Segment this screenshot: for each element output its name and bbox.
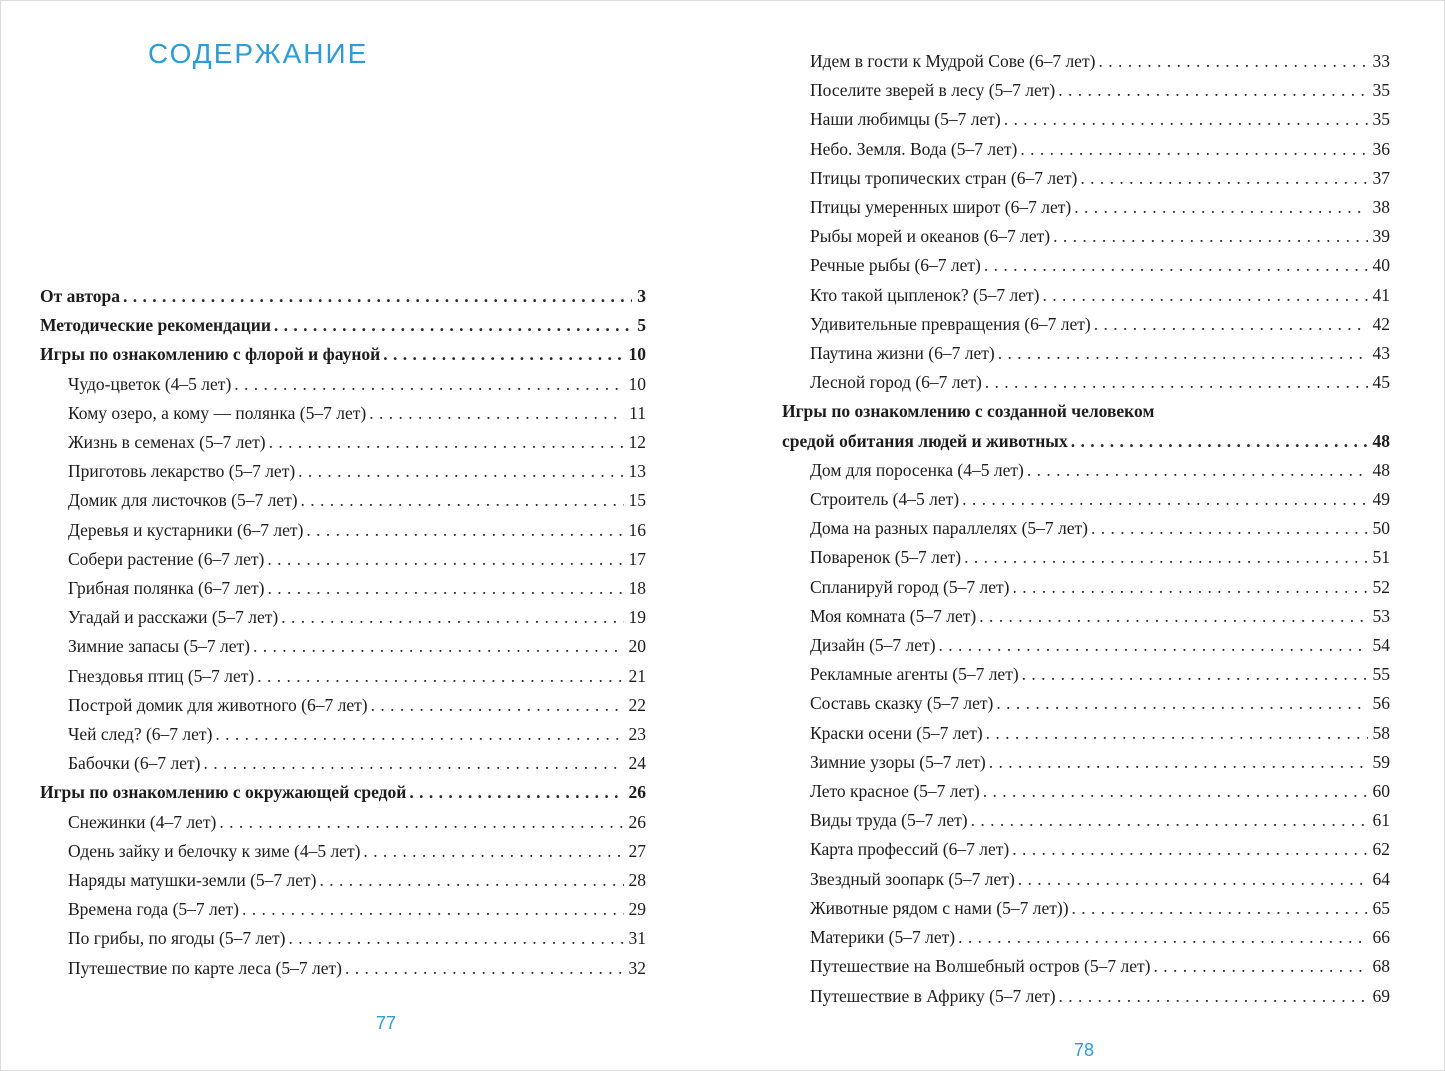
toc-leader-dots [1059,982,1368,1011]
toc-entry-label: Путешествие по карте леса (5–7 лет) [68,957,342,978]
toc-leader-dots [371,691,624,720]
toc-entry [782,456,1390,485]
page-number-left: 77 [376,1013,397,1033]
toc-entry-label: Домик для листочков (5–7 лет) [68,490,298,511]
toc-entry-page: 31 [628,928,646,949]
toc-entry-label: Кто такой цыпленок? (5–7 лет) [810,284,1040,305]
toc-leader-dots [288,924,623,953]
toc-entry-label: Построй домик для животного (6–7 лет) [68,694,368,715]
toc-entry [40,457,646,486]
toc-entry-page: 24 [628,753,646,774]
toc-entry-label: По грибы, по ягоды (5–7 лет) [68,928,286,949]
toc-entry [782,923,1390,952]
toc-leader-dots [989,748,1368,777]
toc-entry-label: Жизнь в семенах (5–7 лет) [68,432,266,453]
toc-title: СОДЕРЖАНИЕ [148,38,369,69]
toc-entry [782,135,1390,164]
toc-entry [782,310,1390,339]
toc-entry [40,662,646,691]
toc-leader-dots [204,749,624,778]
toc-entry-label: Кому озеро, а кому — полянка (5–7 лет) [68,402,367,423]
toc-leader-dots [1074,193,1367,222]
toc-entry-page: 13 [628,461,646,482]
toc-leader-dots [1080,164,1367,193]
toc-leader-dots [1091,514,1367,543]
toc-entry [782,719,1390,748]
toc-leader-dots [363,837,623,866]
toc-entry [782,485,1390,514]
toc-entry-label: Игры по ознакомлению с окружающей средой [40,782,407,803]
toc-entry-page: 50 [1372,518,1390,539]
toc-entry [782,777,1390,806]
toc-entry-label: Снежинки (4–7 лет) [68,811,217,832]
toc-entry-label: Составь сказку (5–7 лет) [810,693,994,714]
toc-entry [40,720,646,749]
toc-entry [782,222,1390,251]
toc-entry-label: Приготовь лекарство (5–7 лет) [68,461,296,482]
toc-entry-page: 26 [628,782,646,803]
toc-entry-label: Небо. Земля. Вода (5–7 лет) [810,138,1018,159]
toc-entry [782,514,1390,543]
toc-entry-label: Рыбы морей и океанов (6–7 лет) [810,226,1051,247]
toc-entry-page: 19 [628,607,646,628]
toc-entry [782,193,1390,222]
toc-entry [782,835,1390,864]
toc-leader-dots [1058,76,1367,105]
toc-leader-dots [345,954,624,983]
toc-entry-label: Речные рыбы (6–7 лет) [810,255,981,276]
toc-entry-page: 59 [1372,751,1390,772]
toc-entry-page: 54 [1372,635,1390,656]
toc-entry [782,368,1390,397]
toc-entry-page: 39 [1372,226,1390,247]
toc-entry-label: Виды труда (5–7 лет) [810,810,968,831]
toc-leader-dots [253,632,624,661]
toc-leader-dots [1004,105,1368,134]
toc-entry [40,808,646,837]
toc-entry-label: Угадай и расскажи (5–7 лет) [68,607,279,628]
toc-leader-dots [269,428,624,457]
toc-entry [782,806,1390,835]
toc-entry-page: 35 [1372,80,1390,101]
toc-entry [40,837,646,866]
toc-entry-label: Рекламные агенты (5–7 лет) [810,664,1019,685]
toc-entry-label: Дом для поросенка (4–5 лет) [810,459,1024,480]
toc-leader-dots [267,545,623,574]
toc-entry-page: 27 [628,840,646,861]
toc-entry [40,428,646,457]
toc-entry [782,251,1390,280]
toc-leader-dots [234,370,623,399]
toc-entry [40,282,646,311]
toc-entry-page: 32 [628,957,646,978]
toc-entry [782,894,1390,923]
toc-entry [40,340,646,369]
toc-leader-dots [1022,660,1368,689]
toc-entry-label: Удивительные превращения (6–7 лет) [810,313,1091,334]
toc-entry-label: Грибная полянка (6–7 лет) [68,578,265,599]
toc-leader-dots [369,399,624,428]
toc-entry-page: 69 [1372,985,1390,1006]
toc-entry-page: 28 [628,870,646,891]
toc-entry [40,311,646,340]
toc-entry [782,631,1390,660]
toc-entry-page: 22 [628,694,646,715]
toc-leader-dots [301,486,624,515]
toc-leader-dots [219,808,623,837]
toc-leader-dots [306,516,623,545]
toc-entry-page: 10 [628,373,646,394]
toc-entry-page: 62 [1372,839,1390,860]
toc-entry [40,486,646,515]
toc-leader-dots [1154,952,1368,981]
toc-leader-dots [298,457,623,486]
toc-leader-dots [958,923,1367,952]
toc-entry-page: 41 [1372,284,1390,305]
toc-entry-page: 48 [1372,459,1390,480]
toc-entry-label: Краски осени (5–7 лет) [810,722,983,743]
toc-entry-label: Путешествие на Волшебный остров (5–7 лет) [810,956,1151,977]
toc-leader-dots [1098,47,1367,76]
toc-entry-page: 10 [628,344,646,365]
toc-entry-page: 45 [1372,372,1390,393]
toc-entry-page: 38 [1372,197,1390,218]
toc-entry-page: 23 [628,724,646,745]
toc-entry-page: 20 [628,636,646,657]
toc-entry [782,47,1390,76]
toc-leader-dots [1012,573,1367,602]
toc-entry [782,952,1390,981]
toc-column-left [40,282,646,983]
toc-entry-label: Чудо-цветок (4–5 лет) [68,373,232,394]
toc-entry-label: Птицы умеренных широт (6–7 лет) [810,197,1072,218]
toc-entry [782,602,1390,631]
toc-entry-page: 16 [628,519,646,540]
toc-entry-page: 17 [628,548,646,569]
toc-entry-label: Спланируй город (5–7 лет) [810,576,1010,597]
toc-entry-page: 52 [1372,576,1390,597]
toc-entry-page: 64 [1372,868,1390,889]
toc-entry-page: 65 [1372,897,1390,918]
toc-entry-page: 33 [1372,51,1390,71]
toc-leader-dots [971,806,1368,835]
toc-entry-page: 56 [1372,693,1390,714]
toc-leader-dots [1020,135,1367,164]
toc-leader-dots [964,543,1367,572]
toc-leader-dots [242,895,623,924]
toc-leader-dots [1072,894,1368,923]
toc-entry-page: 5 [637,315,646,336]
toc-leader-dots [281,603,623,632]
toc-entry-label: Собери растение (6–7 лет) [68,548,265,569]
toc-entry [40,691,646,720]
toc-entry-page: 3 [637,286,646,306]
toc-entry-label: Дома на разных параллелях (5–7 лет) [810,518,1089,539]
toc-entry-label: Карта профессий (6–7 лет) [810,839,1010,860]
toc-entry-label: Игры по ознакомлению с флорой и фауной [40,344,381,365]
toc-entry-page: 58 [1372,722,1390,743]
toc-entry-label: Зимние узоры (5–7 лет) [810,751,986,772]
toc-entry [40,370,646,399]
toc-entry-label: Игры по ознакомлению с созданной человеком [782,401,1155,422]
toc-entry-page: 49 [1372,489,1390,510]
toc-entry-label: Лето красное (5–7 лет) [810,781,980,802]
toc-entry-label: Животные рядом с нами (5–7 лет)) [810,897,1069,918]
toc-entry-label: Звездный зоопарк (5–7 лет) [810,868,1015,889]
toc-entry [782,281,1390,310]
toc-entry-label: Наряды матушки-земли (5–7 лет) [68,870,317,891]
toc-entry [782,427,1390,456]
toc-entry-page: 26 [628,811,646,832]
toc-entry [782,339,1390,368]
toc-entry-page: 36 [1372,138,1390,159]
toc-entry [782,573,1390,602]
toc-entry-label: средой обитания людей и животных [782,430,1068,451]
toc-entry-label: Птицы тропических стран (6–7 лет) [810,167,1078,188]
toc-entry-label: Материки (5–7 лет) [810,927,956,948]
toc-leader-dots [998,339,1368,368]
toc-entry [782,748,1390,777]
toc-leader-dots [996,689,1367,718]
toc-entry-label: Бабочки (6–7 лет) [68,753,201,774]
toc-entry [782,543,1390,572]
toc-leader-dots [1027,456,1368,485]
toc-entry-page: 60 [1372,781,1390,802]
toc-entry-label: От автора [40,286,120,306]
toc-leader-dots [1018,865,1368,894]
toc-entry-page: 68 [1372,956,1390,977]
toc-entry [40,603,646,632]
toc-entry [40,574,646,603]
toc-entry-page: 48 [1372,430,1390,451]
toc-entry-page: 37 [1372,167,1390,188]
toc-leader-dots [984,251,1368,280]
toc-entry-label: Моя комната (5–7 лет) [810,605,977,626]
toc-leader-dots [1012,835,1367,864]
toc-entry-page: 15 [628,490,646,511]
toc-entry [782,865,1390,894]
toc-leader-dots [962,485,1367,514]
toc-entry-page: 29 [628,899,646,920]
toc-entry-page: 51 [1372,547,1390,568]
toc-entry-label: Гнездовья птиц (5–7 лет) [68,665,255,686]
toc-leader-dots [1053,222,1367,251]
toc-entry [40,866,646,895]
toc-entry-label: Наши любимцы (5–7 лет) [810,109,1001,130]
toc-entry-label: Строитель (4–5 лет) [810,489,960,510]
toc-leader-dots [1071,427,1368,456]
toc-entry-label: Дизайн (5–7 лет) [810,635,936,656]
toc-entry-label: Времена года (5–7 лет) [68,899,240,920]
toc-entry [40,545,646,574]
toc-entry-page: 11 [629,402,646,423]
toc-entry-page: 42 [1372,313,1390,334]
toc-entry [40,399,646,428]
toc-entry [40,632,646,661]
toc-entry [782,660,1390,689]
page-number-right: 78 [1074,1040,1095,1060]
toc-leader-dots [383,340,623,369]
toc-entry-label: Лесной город (6–7 лет) [810,372,982,393]
toc-entry-page: 43 [1372,343,1390,364]
toc-leader-dots [257,662,623,691]
toc-entry-label: Поваренок (5–7 лет) [810,547,962,568]
toc-entry-label: Одень зайку и белочку к зиме (4–5 лет) [68,840,361,861]
toc-entry-label: Зимние запасы (5–7 лет) [68,636,250,657]
toc-leader-dots [983,777,1368,806]
toc-leader-dots [320,866,624,895]
toc-entry-label: Поселите зверей в лесу (5–7 лет) [810,80,1056,101]
toc-entry-label: Идем в гости к Мудрой Сове (6–7 лет) [810,51,1096,71]
toc-entry-page: 12 [628,432,646,453]
toc-entry [40,749,646,778]
toc-entry-label: Путешествие в Африку (5–7 лет) [810,985,1056,1006]
toc-entry-page: 18 [628,578,646,599]
toc-leader-dots [985,368,1368,397]
toc-entry [40,924,646,953]
toc-entry-page: 61 [1372,810,1390,831]
toc-leader-dots [267,574,623,603]
toc-entry-page: 53 [1372,605,1390,626]
toc-leader-dots [979,602,1367,631]
toc-leader-dots [215,720,623,749]
toc-entry [782,982,1390,1011]
toc-leader-dots [986,719,1368,748]
toc-leader-dots [123,282,632,311]
toc-entry [40,778,646,807]
toc-leader-dots [939,631,1368,660]
toc-entry [40,954,646,983]
toc-entry-label: Методические рекомендации [40,315,271,336]
toc-column-right [782,47,1390,1011]
toc-entry [782,397,1390,426]
toc-entry-page: 35 [1372,109,1390,130]
toc-entry [782,76,1390,105]
toc-entry [40,516,646,545]
toc-entry-label: Чей след? (6–7 лет) [68,724,213,745]
toc-leader-dots [274,311,632,340]
toc-entry-label: Деревья и кустарники (6–7 лет) [68,519,304,540]
toc-entry [40,895,646,924]
toc-entry-label: Паутина жизни (6–7 лет) [810,343,995,364]
toc-leader-dots [409,778,623,807]
toc-entry-page: 40 [1372,255,1390,276]
toc-entry-page: 66 [1372,927,1390,948]
toc-entry-page: 55 [1372,664,1390,685]
toc-entry-page: 21 [628,665,646,686]
toc-leader-dots [1094,310,1368,339]
toc-leader-dots [1042,281,1367,310]
toc-entry [782,105,1390,134]
toc-entry [782,164,1390,193]
toc-entry [782,689,1390,718]
